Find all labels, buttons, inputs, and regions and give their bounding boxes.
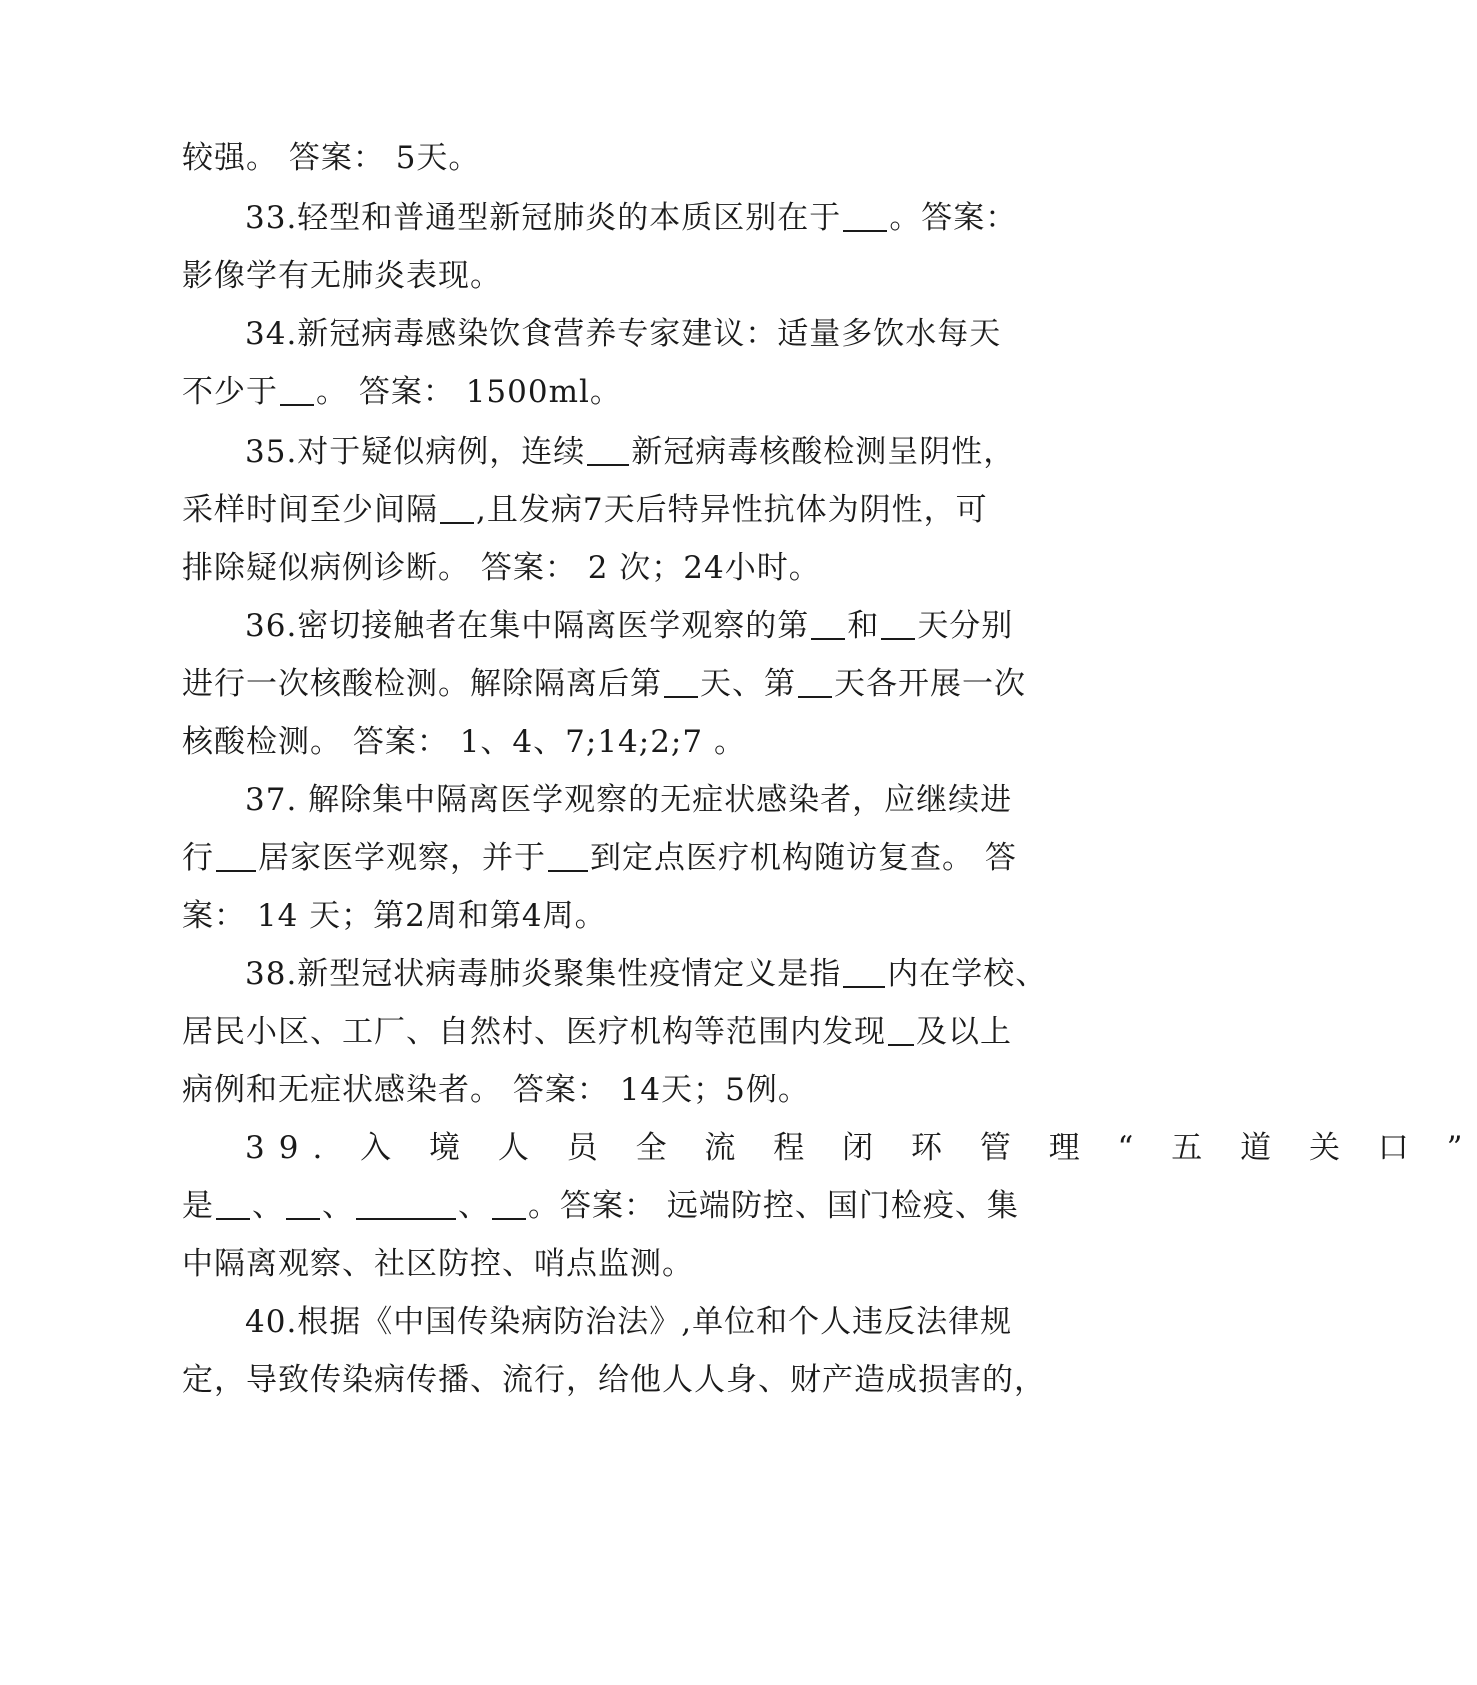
line-text: 及以上 — [916, 1014, 1012, 1050]
line-text: 影像学有无肺炎表现。 — [182, 258, 502, 294]
line-text: 、 — [252, 1188, 284, 1224]
question-35-line-3 — [182, 548, 1032, 588]
line-text: 排除疑似病例诊断。 答案： 2 次；24小时。 — [182, 550, 821, 586]
line-text: 采样时间至少间隔 — [182, 492, 438, 528]
answer-blank — [356, 1190, 456, 1220]
question-38-line-2 — [182, 1012, 1032, 1052]
line-text: 。答案： — [889, 200, 1018, 236]
question-39-line-3 — [182, 1244, 1032, 1284]
answer-blank — [216, 842, 256, 872]
answer-blank — [216, 1190, 250, 1220]
line-text: 、 — [322, 1188, 354, 1224]
question-35-line-2 — [182, 490, 1032, 530]
question-34-line-1 — [245, 314, 1032, 354]
line-text: 天各开展一次 — [834, 666, 1026, 702]
answer-blank — [664, 668, 698, 698]
line-text: 37. 解除集中隔离医学观察的无症状感染者，应继续进 — [245, 782, 1013, 818]
answer-blank — [587, 436, 629, 466]
line-text: 34.新冠病毒感染饮食营养专家建议：适量多饮水每天 — [245, 316, 1002, 352]
question-33-line-2 — [182, 256, 1032, 296]
line-text: 到定点医疗机构随访复查。 答 — [590, 840, 1017, 876]
line-text: 定，导致传染病传播、流行，给他人人身、财产造成损害的， — [182, 1362, 1046, 1398]
line-text: 居民小区、工厂、自然村、医疗机构等范围内发现 — [182, 1014, 886, 1050]
question-38-line-3 — [182, 1070, 1032, 1110]
line-text: 进行一次核酸检测。解除隔离后第 — [182, 666, 662, 702]
question-35-line-1 — [245, 432, 1032, 472]
answer-blank — [492, 1190, 526, 1220]
text-line — [182, 138, 1032, 178]
question-40-line-1 — [245, 1302, 1032, 1342]
line-text: 和 — [847, 608, 880, 644]
line-text: 是 — [182, 1188, 214, 1224]
answer-blank — [798, 668, 832, 698]
line-text: 中隔离观察、社区防控、哨点监测。 — [182, 1246, 694, 1282]
question-36-line-1 — [245, 606, 1032, 646]
line-text: 不少于 — [182, 374, 278, 410]
question-37-line-2 — [182, 838, 1032, 878]
question-40-line-2 — [182, 1360, 1046, 1400]
question-36-line-3 — [182, 722, 1032, 762]
question-39-line-1 — [245, 1128, 1477, 1168]
line-text: 39. 入 境 人 员 全 流 程 闭 环 管 理 “ 五 道 关 口 ” — [245, 1130, 1477, 1166]
question-37-line-3 — [182, 896, 1032, 936]
answer-blank — [888, 1016, 914, 1046]
line-text: 居家医学观察，并于 — [258, 840, 546, 876]
line-text: 天分别 — [917, 608, 1014, 644]
answer-blank — [548, 842, 588, 872]
line-text: ,且发病7天后特异性抗体为阴性，可 — [476, 492, 988, 528]
line-text: 行 — [182, 840, 214, 876]
line-text: 内在学校、 — [887, 956, 1048, 992]
line-text: 。 答案： 1500ml。 — [316, 374, 622, 410]
answer-blank — [440, 494, 474, 524]
line-text: 40.根据《中国传染病防治法》,单位和个人违反法律规 — [245, 1304, 1013, 1340]
question-36-line-2 — [182, 664, 1032, 704]
line-text: 天、第 — [700, 666, 796, 702]
answer-blank — [881, 610, 915, 640]
line-text: 。答案： 远端防控、国门检疫、集 — [528, 1188, 1019, 1224]
line-text: 35.对于疑似病例，连续 — [245, 434, 586, 470]
line-text: 33.轻型和普通型新冠肺炎的本质区别在于 — [245, 200, 842, 236]
line-text: 36.密切接触者在集中隔离医学观察的第 — [245, 608, 810, 644]
question-34-line-2 — [182, 372, 1032, 412]
answer-blank — [811, 610, 845, 640]
line-text: 病例和无症状感染者。 答案： 14天；5例。 — [182, 1072, 810, 1108]
line-text: 较强。 答案： 5天。 — [182, 140, 481, 176]
answer-blank — [843, 202, 887, 232]
question-33-line-1 — [245, 198, 1032, 238]
line-text: 案： 14 天；第2周和第4周。 — [182, 898, 607, 934]
question-37-line-1 — [245, 780, 1032, 820]
line-text: 、 — [458, 1188, 490, 1224]
line-text: 新冠病毒核酸检测呈阴性， — [631, 434, 1016, 470]
line-text: 核酸检测。 答案： 1、4、7;14;2;7 。 — [182, 724, 746, 760]
answer-blank — [843, 958, 885, 988]
question-38-line-1 — [245, 954, 1048, 994]
answer-blank — [286, 1190, 320, 1220]
line-text: 38.新型冠状病毒肺炎聚集性疫情定义是指 — [245, 956, 842, 992]
answer-blank — [280, 376, 314, 406]
question-39-line-2 — [182, 1186, 1032, 1226]
